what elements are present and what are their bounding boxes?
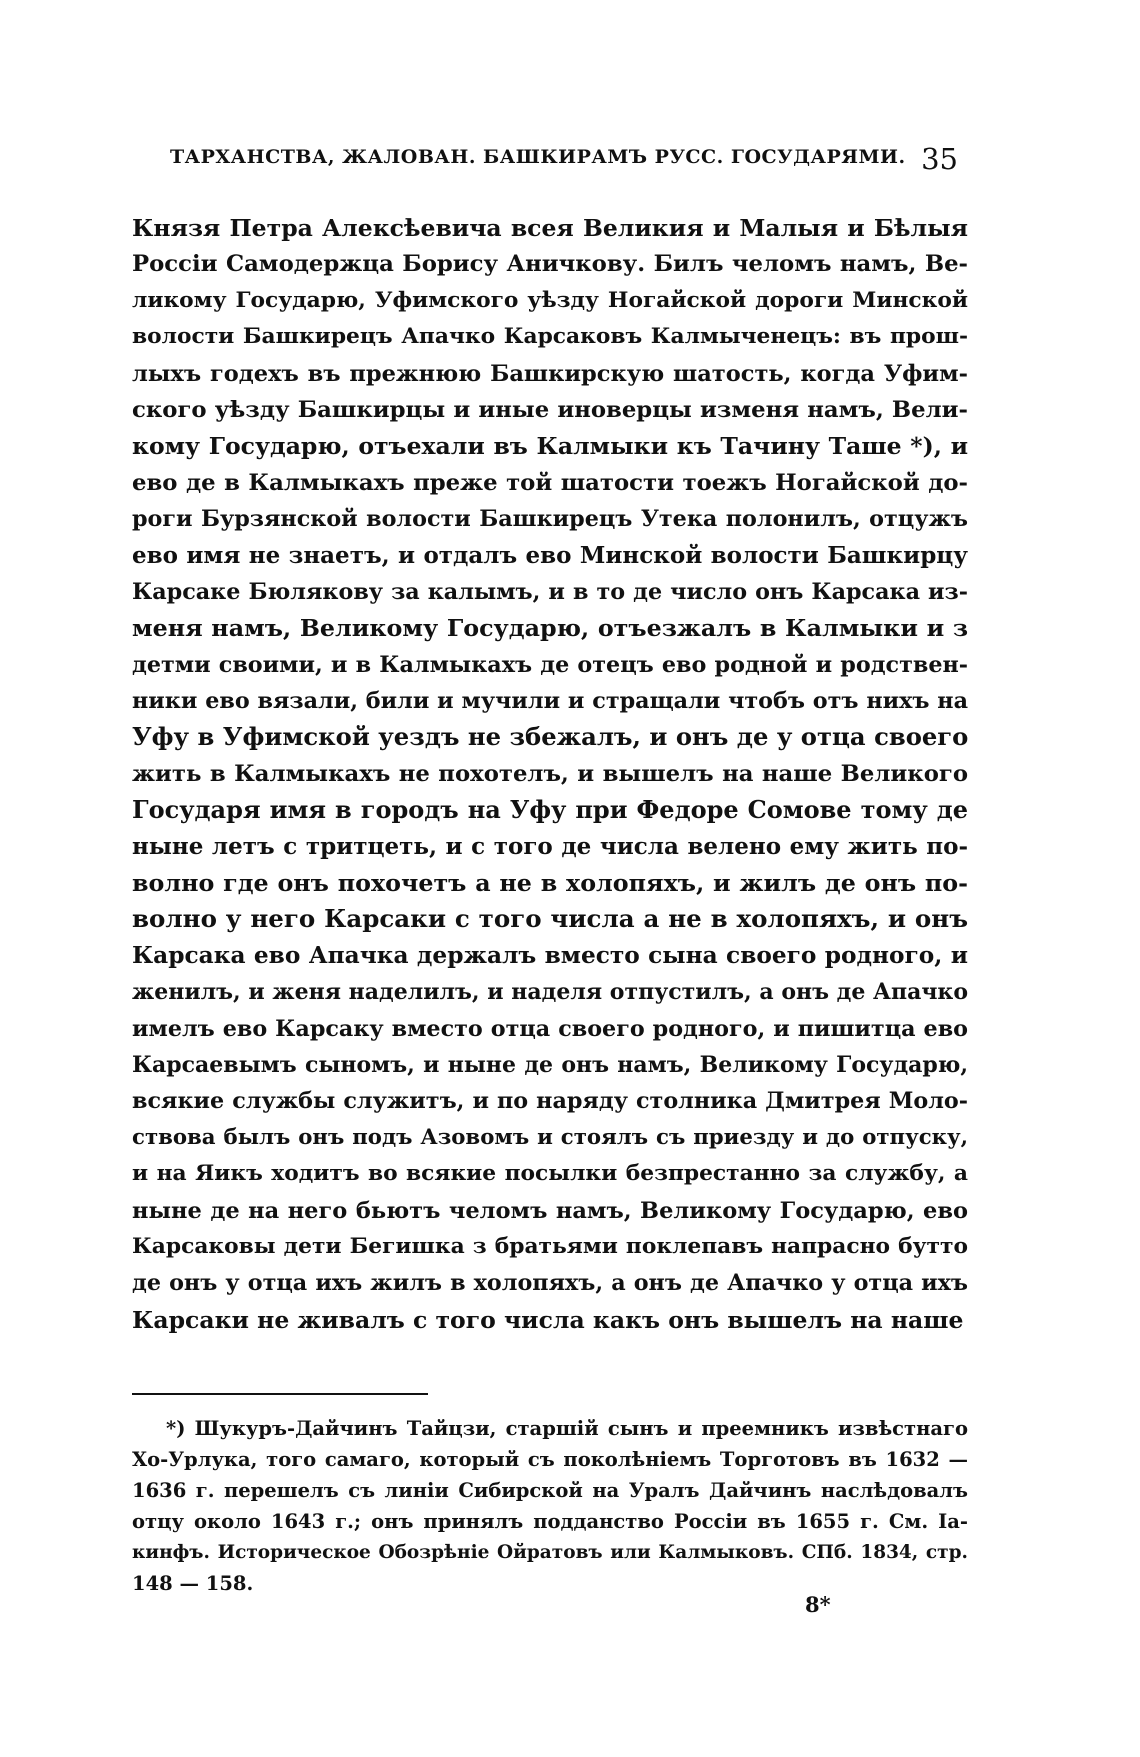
text-line: Карсака ево Апачка держалъ вместо сына своего родного, и xyxy=(132,941,968,969)
footnote xyxy=(132,1413,968,1599)
text-line: кому Государю, отъехали въ Калмыки къ Тачину Таше *), и xyxy=(132,432,968,461)
page-header xyxy=(170,142,958,176)
footnote-line: 1636 г. перешелъ съ линіи Сибирской на Уралъ Дайчинъ наслѣдовалъ xyxy=(132,1479,968,1502)
text-line: ского уѣзду Башкирцы и иные иноверцы изменя намъ, Вели- xyxy=(132,396,968,423)
footnote-line: 148 — 158. xyxy=(132,1572,254,1595)
text-line: ево имя не знаетъ, и отдалъ ево Минской волости Башкирцу xyxy=(132,541,968,569)
text-line: женилъ, и женя наделилъ, и наделя отпустилъ, а онъ де Апачко xyxy=(132,979,968,1006)
text-line: Карсаки не живалъ с того числа какъ онъ вышелъ на наше xyxy=(132,1305,964,1334)
text-line: меня намъ, Великому Государю, отъезжалъ в Калмыки и з xyxy=(132,614,968,643)
footnote-line: кинфъ. Историческое Обозрѣніе Ойратовъ или Калмыковъ. СПб. 1834, стр. xyxy=(132,1542,968,1563)
footnote-line: *) Шукуръ-Дайчинъ Тайцзи, старшій сынъ и преемникъ извѣстнаго xyxy=(166,1417,968,1440)
text-line: Карсаевымъ сыномъ, и ныне де онъ намъ, Великому Государю, xyxy=(132,1051,968,1078)
footnote-line: Хо-Урлука, того самаго, который съ поколѣніемъ Торготовъ въ 1632 — xyxy=(132,1448,968,1471)
text-line: волости Башкирецъ Апачко Карсаковъ Калмыченецъ: въ прош- xyxy=(132,324,968,350)
footnote-line: отцу около 1643 г.; онъ принялъ подданство Россіи въ 1655 г. См. Іа- xyxy=(132,1510,968,1533)
text-line: Государя имя в городъ на Уфу при Федоре Сомове тому де xyxy=(132,795,968,825)
running-head: ТАРХАНСТВА, ЖАЛОВАН. БАШКИРАМЪ РУСС. ГОСУДАРЯМИ. xyxy=(170,146,906,168)
text-line: Уфу в Уфимской уездъ не збежалъ, и онъ де у отца своего xyxy=(132,722,969,752)
text-line: ствова былъ онъ подъ Азовомъ и стоялъ съ приезду и до отпуску, xyxy=(132,1124,968,1150)
text-line: Карсаковы дети Бегишка з братьями поклепавъ напрасно бутто xyxy=(132,1233,968,1259)
page-number: 35 xyxy=(921,142,958,176)
text-line: ево де в Калмыкахъ преже той шатости тоежъ Ногайской до- xyxy=(132,469,968,496)
text-line: имелъ ево Карсаку вместо отца своего родного, и пишитца ево xyxy=(132,1015,968,1042)
text-line: детми своими, и в Калмыкахъ де отецъ ево родной и родствен- xyxy=(132,651,968,678)
text-line: Россіи Самодержца Борису Аничкову. Билъ челомъ намъ, Ве- xyxy=(132,251,968,278)
text-line: ныне де на него бьютъ челомъ намъ, Великому Государю, ево xyxy=(132,1197,968,1224)
text-line: жить в Калмыкахъ не похотелъ, и вышелъ на наше Великого xyxy=(132,760,968,787)
text-line: Князя Петра Алексѣевича всея Великия и Малыя и Бѣлыя xyxy=(132,214,968,242)
signature-mark: 8* xyxy=(805,1592,831,1617)
text-line: ники ево вязали, били и мучили и стращали чтобъ отъ нихъ на xyxy=(132,688,968,715)
text-line: всякие службы служитъ, и по наряду столника Дмитрея Моло- xyxy=(132,1088,968,1115)
text-line: волно где онъ похочетъ а не в холопяхъ, и жилъ де онъ по- xyxy=(132,869,968,898)
text-line: лыхъ годехъ въ прежнюю Башкирскую шатость, когда Уфим- xyxy=(132,360,968,387)
text-line: де онъ у отца ихъ жилъ в холопяхъ, а онъ де Апачко у отца ихъ xyxy=(132,1270,968,1297)
text-line: роги Бурзянской волости Башкирецъ Утека полонилъ, отцужъ xyxy=(132,506,968,533)
main-text xyxy=(132,210,968,1338)
text-line: ныне летъ с тритцеть, и с того де числа велено ему жить по- xyxy=(132,832,968,860)
text-line: ликому Государю, Уфимского уѣзду Ногайской дороги Минской xyxy=(132,287,968,313)
text-line: и на Яикъ ходитъ во всякие посылки безпрестанно за службу, а xyxy=(132,1161,968,1187)
text-line: Карсаке Бюлякову за калымъ, и в то де число онъ Карсака из- xyxy=(132,578,968,605)
text-line: волно у него Карсаки с того числа а не в холопяхъ, и онъ xyxy=(132,904,968,934)
footnote-divider xyxy=(132,1393,428,1395)
